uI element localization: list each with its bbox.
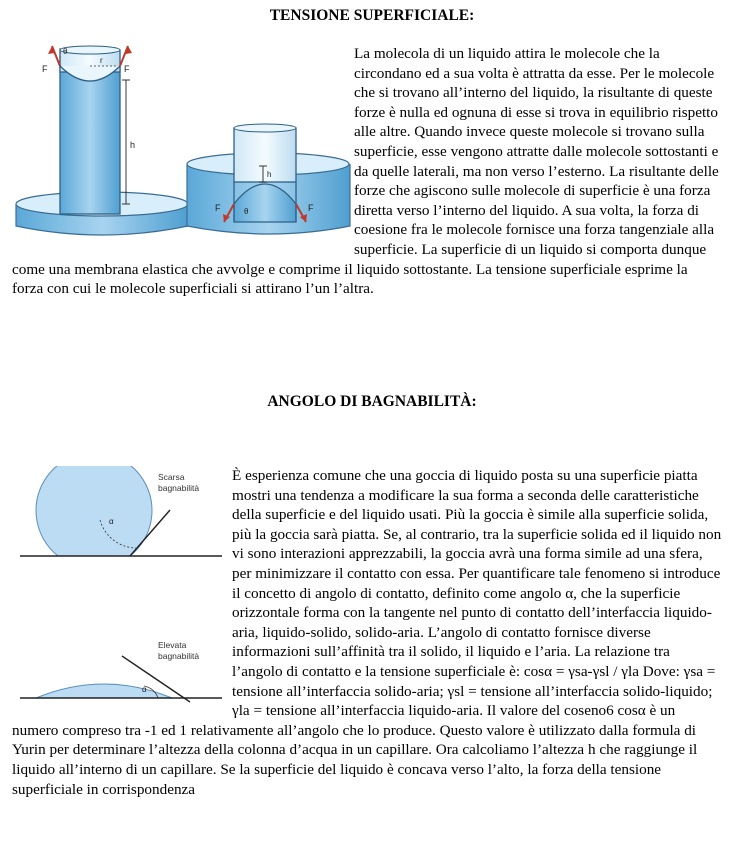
wettability-paragraph: È esperienza comune che una goccia di liquido posta su una superficie piatta mostri una tendenza a modificare la sua forma a seconda delle caratteristiche della superficie e del liquido usati. Più la goccia è simile alla superficie solida, più la goccia sarà piatta. Se, al contrario, tra la superficie solida ed il liquido non vi sono interazioni apprezzabili, la goccia avrà una forma simile ad una sfera, per minimizzare il contatto con essa. Per quantificare tale fenomeno si introduce il concetto di angolo di contatto, definito come angolo α, che la superficie orizzontale forma con la tangente nel punto di contatto dell’interfaccia liquido-aria, liquido-solido, solido-aria. L’angolo di contatto fornisce diverse informazioni sull’affinità tra il solido, il liquido e l’aria. La relazione tra l’angolo di contatto e la tensione superficiale è: cosα = γsa-γsl / γla Dove: γsa = tensione all’interfaccia solido-aria; γsl = tensione all’interfaccia solido-liquido; γla = tensione all’interfaccia liquido-aria. Il valore del coseno6 cosα è un numero compreso tra -1 ed 1 relativamente all’angolo che lo produce. Questo valore è utilizzato dalla formula di Yurin per determinare l’altezza della colonna d’acqua in un capillare. Ora calcoliamo l’altezza h che raggiunge il liquido all’interno di un capillare. Se la superficie del liquido è concava verso l’alto, la forza della tensione superficiale in corrispondenza (12, 467, 722, 798)
force-label-left: F (42, 64, 48, 74)
high-wettability-label-2: bagnabilità (158, 651, 200, 661)
low-wettability-diagram (20, 466, 222, 556)
height-label: h (130, 140, 136, 150)
capillary-figure (12, 44, 352, 244)
section-title-wettability: ANGOLO DI BAGNABILITÀ: (267, 393, 477, 410)
height-label-2: h (267, 170, 272, 179)
force-label-left-2: F (215, 203, 221, 213)
contact-angle-figure (12, 466, 230, 710)
rising-capillary-diagram (16, 46, 188, 235)
alpha-label-high: α (142, 685, 147, 694)
radius-label: r (100, 56, 103, 65)
surface-tension-paragraph: La molecola di un liquido attira le molecole che la circondano ed a sua volta è attratta da esse. Per le molecole che si trovano all’interno del liquido, la risultante di queste forze è nulla ed ognuna di esse si trova in equilibrio rispetto alle altre. Quando invece queste molecole si trovano sulla superficie, esse vengono attratte dalle molecole sottostanti e da quelle laterali, ma non verso l’esterno. La risultante delle forze che agiscono sulle molecole di superficie è una forza diretta verso l’interno del liquido. A sua volta, la forza di coesione fra le molecole fornisce una forza tangenziale alla superficie. La superficie di un liquido si comporta dunque come una membrana elastica che avvolge e comprime il liquido sottostante. La tensione superficiale esprime la forza con cui le molecole superficiali si attirano l’un l’altra. (12, 45, 719, 298)
high-wettability-label-1: Elevata (158, 640, 187, 650)
depressed-capillary-diagram (187, 124, 350, 234)
theta-label-bottom: θ (244, 207, 249, 216)
force-label-right-2: F (308, 203, 314, 213)
theta-label-top: θ (63, 47, 68, 56)
high-wettability-diagram (20, 640, 222, 702)
low-wettability-label-1: Scarsa (158, 472, 185, 482)
low-wettability-label-2: bagnabilità (158, 483, 200, 493)
section-surface-tension (12, 44, 722, 299)
section-wettability (12, 466, 722, 799)
section-title-surface-tension: TENSIONE SUPERFICIALE: (269, 7, 475, 24)
alpha-label-low: α (109, 517, 114, 526)
force-label-right: F (124, 64, 130, 74)
